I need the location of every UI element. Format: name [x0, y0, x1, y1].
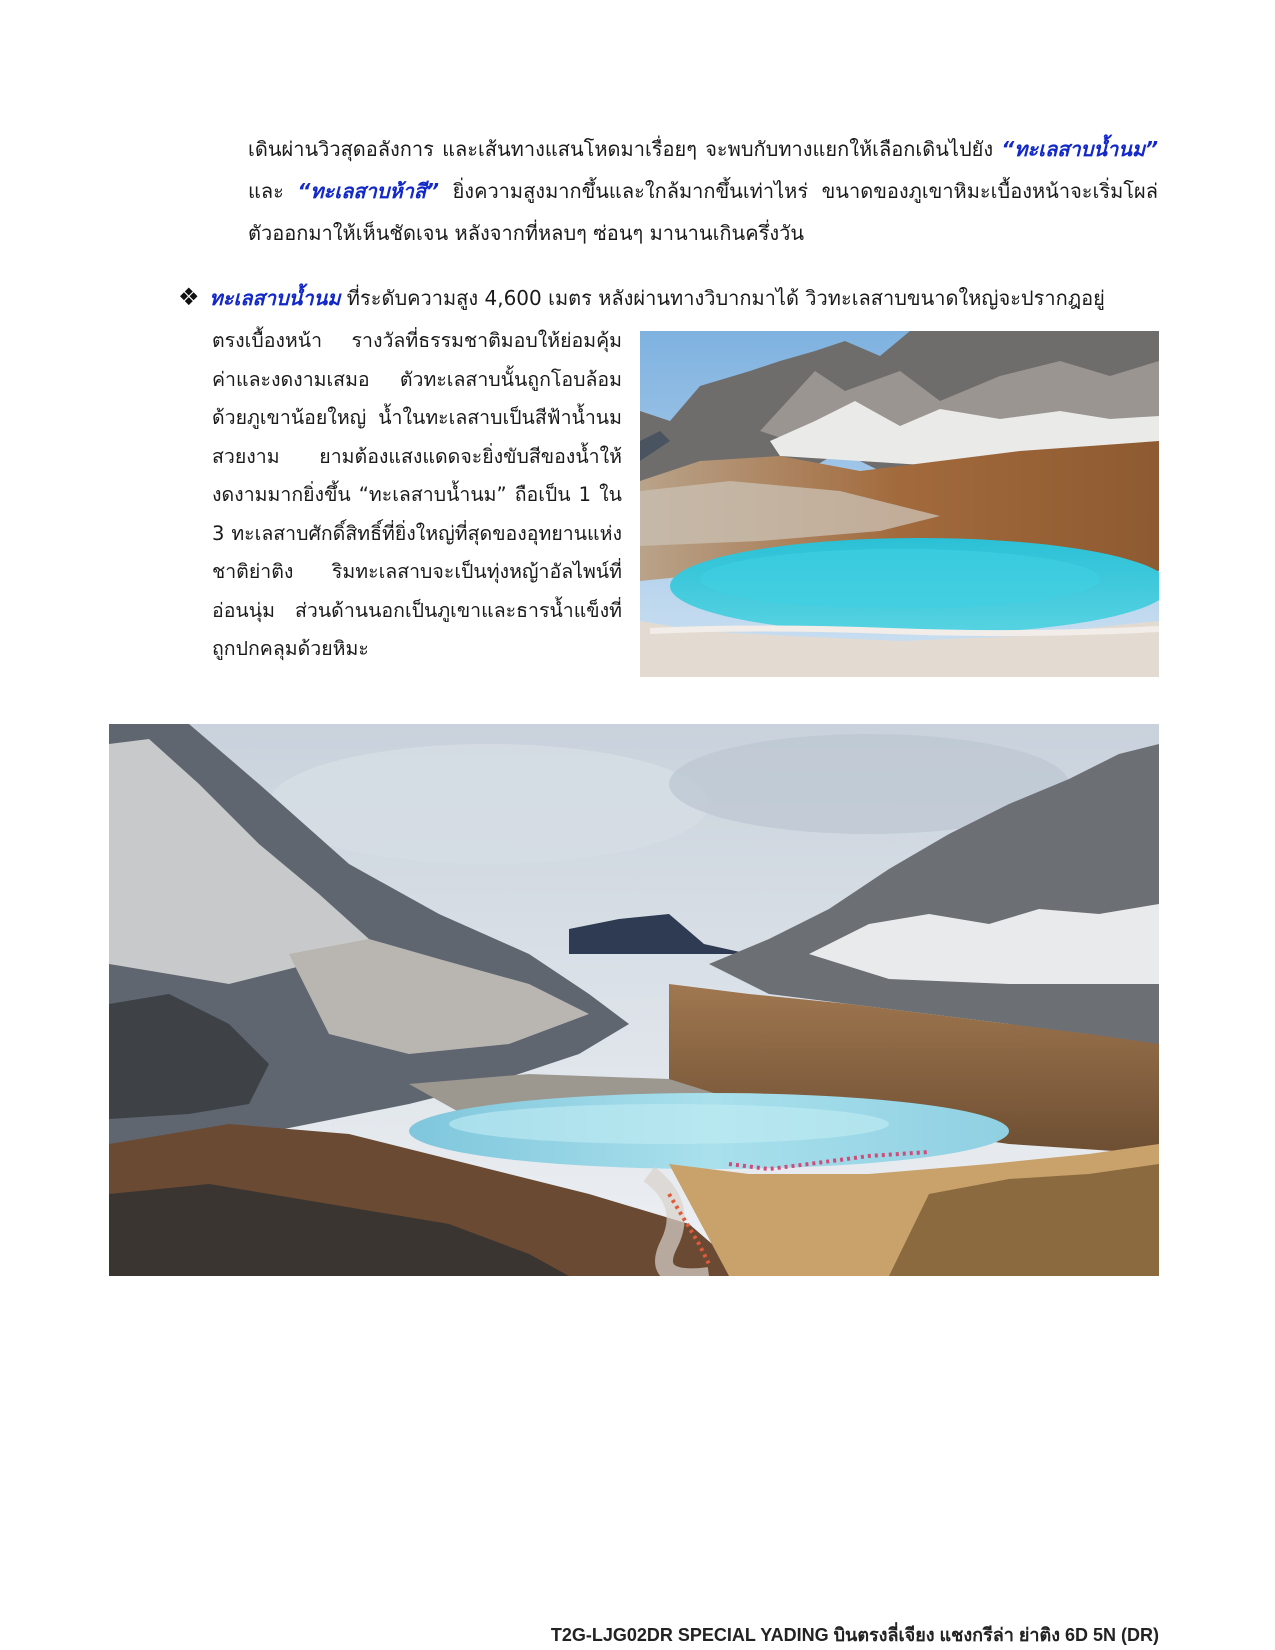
- milk-lake-description: ตรงเบื้องหน้า รางวัลที่ธรรมชาติมอบให้ย่อมคุ้มค่าและงดงามเสมอ ตัวทะเลสาบนั้นถูกโอบล้อมด้วยภูเขาน้อยใหญ่ น้ำในทะเลสาบเป็นสีฟ้าน้ำนมสวยงาม ยามต้องแสงแดดจะยิ่งขับสีของน้ำให้งดงามมากยิ่งขึ้น “ทะเลสาบน้ำนม” ถือเป็น 1 ใน 3 ทะเลสาบศักดิ์สิทธิ์ที่ยิ่งใหญ่ที่สุดของอุทยานแห่งชาติย่าติง ริมทะเลสาบจะเป็นทุ่งหญ้าอัลไพน์ที่อ่อนนุ่ม ส่วนด้านนอกเป็นภูเขาและธารน้ำแข็งที่ถูกปกคลุมด้วยหิมะ: [212, 329, 622, 660]
- intro-text-a: เดินผ่านวิวสุดอลังการ และเส้นทางแสนโหดมาเรื่อยๆ จะพบกับทางแยกให้เลือกเดินไปยัง: [248, 137, 1002, 161]
- diamond-bullet-icon: ❖: [178, 283, 200, 311]
- milk-lake-panorama-photo: [109, 724, 1159, 1276]
- intro-paragraph: [248, 128, 1158, 254]
- milk-lake-photo: [640, 331, 1159, 677]
- highlight-milk-lake: “ทะเลสาบน้ำนม”: [1001, 137, 1158, 161]
- intro-text-c: ยิ่งความสูงมากขึ้นและใกล้มากขึ้นเท่าไหร่ ขนาดของภูเขาหิมะเบื้องหน้าจะเริ่มโผล่ตัวออกมาให้เห็นชัดเจน หลังจากที่หลบๆ ซ่อนๆ มานานเกินครึ่งวัน: [248, 179, 1159, 245]
- highlight-five-color-lake: “ทะเลสาบห้าสี”: [297, 179, 440, 203]
- footer-tour-code: T2G-LJG02DR SPECIAL YADING บินตรงลี่เจียง แชงกรีล่า ย่าติง 6D 5N (DR): [550, 1625, 1159, 1645]
- bullet-lead-text: ที่ระดับความสูง 4,600 เมตร หลังผ่านทางวิบากมาได้ วิวทะเลสาบขนาดใหญ่จะปรากฎอยู่: [340, 286, 1105, 310]
- intro-text-b: และ: [248, 179, 298, 203]
- bullet-heading-line: [178, 280, 1163, 315]
- bullet-title: ทะเลสาบน้ำนม: [209, 286, 341, 310]
